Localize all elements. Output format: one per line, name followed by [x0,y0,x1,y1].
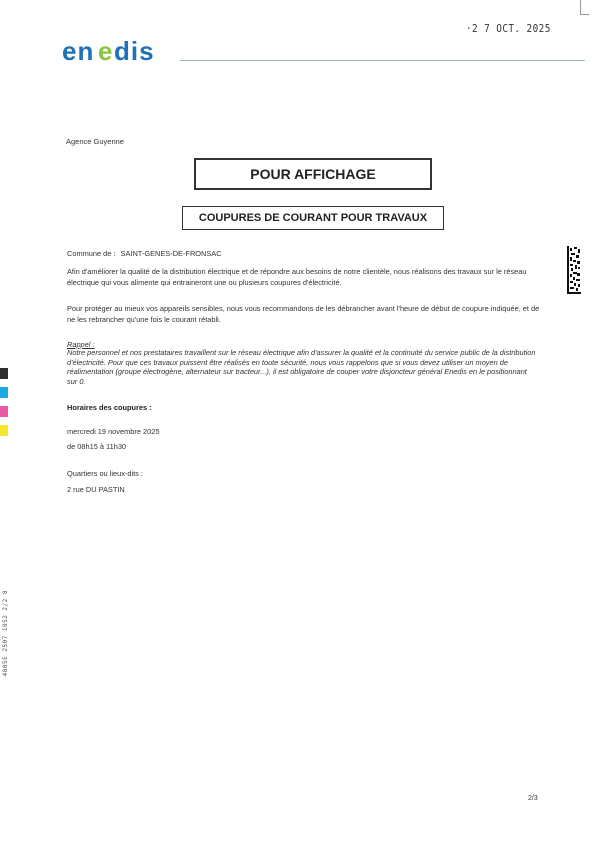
area-address: 2 rue DU PASTIN [67,485,125,494]
commune-value: SAINT-GENES-DE-FRONSAC [120,249,222,258]
color-mark-black [0,368,8,379]
intro-paragraph: Afin d'améliorer la qualité de la distribution électrique et de répondre aux besoins de notre clientèle, nous réalisons des travaux sur le réseau électrique qui vous alimente qui entraineront une ou plusieurs coupures d'électricité. [67,267,527,287]
received-date-stamp: ·2 7 OCT. 2025 [466,22,551,35]
corner-crop-mark [580,0,589,15]
datamatrix-code [567,246,581,294]
advice-paragraph: Pour protéger au mieux vos appareils sensibles, nous vous recommandons de les débrancher avant l'heure de début de coupure indiquée, et de ne les rebrancher qu'une fois le courant rétabli. [67,304,540,324]
svg-text:en: en [62,36,95,66]
color-mark-yellow [0,425,8,436]
outage-date: mercredi 19 novembre 2025 [67,427,160,436]
svg-text:dis: dis [114,36,155,66]
margin-tracking-code: 4805E 2507 1052 2/2 8 [2,590,9,677]
enedis-logo [62,36,182,66]
header-divider [180,60,585,61]
outage-title-box [182,206,444,230]
agency-name: Agence Guyenne [66,137,124,146]
color-mark-magenta [0,406,8,417]
areas-heading: Quartiers ou lieux-dits : [67,469,143,478]
color-mark-cyan [0,387,8,398]
page-number: 2/3 [528,795,538,802]
commune-line [67,248,222,259]
svg-text:e: e [98,36,113,66]
outage-time: de 08h15 à 11h30 [67,442,127,451]
display-title-box [194,158,432,190]
schedule-heading: Horaires des coupures : [67,403,152,412]
reminder-title: Rappel : [67,340,95,349]
commune-label: Commune de : [67,249,116,258]
reminder-body: Notre personnel et nos prestataires travaillent sur le réseau électrique afin d'assurer la qualité et la continuité du service public de la distribution d'électricité. Pour que ces travaux puissent être réalisés en toute sécurité, nous vous rappelons que si vous devez utiliser un moyen de réalimentation (groupe électrogène, alternateur sur tracteur...), il est obligatoire de couper votre disjoncteur général Enedis en le positionnant sur 0. [67,348,536,386]
outage-title: COUPURES DE COURANT POUR TRAVAUX [198,212,428,224]
display-title: POUR AFFICHAGE [250,166,376,182]
